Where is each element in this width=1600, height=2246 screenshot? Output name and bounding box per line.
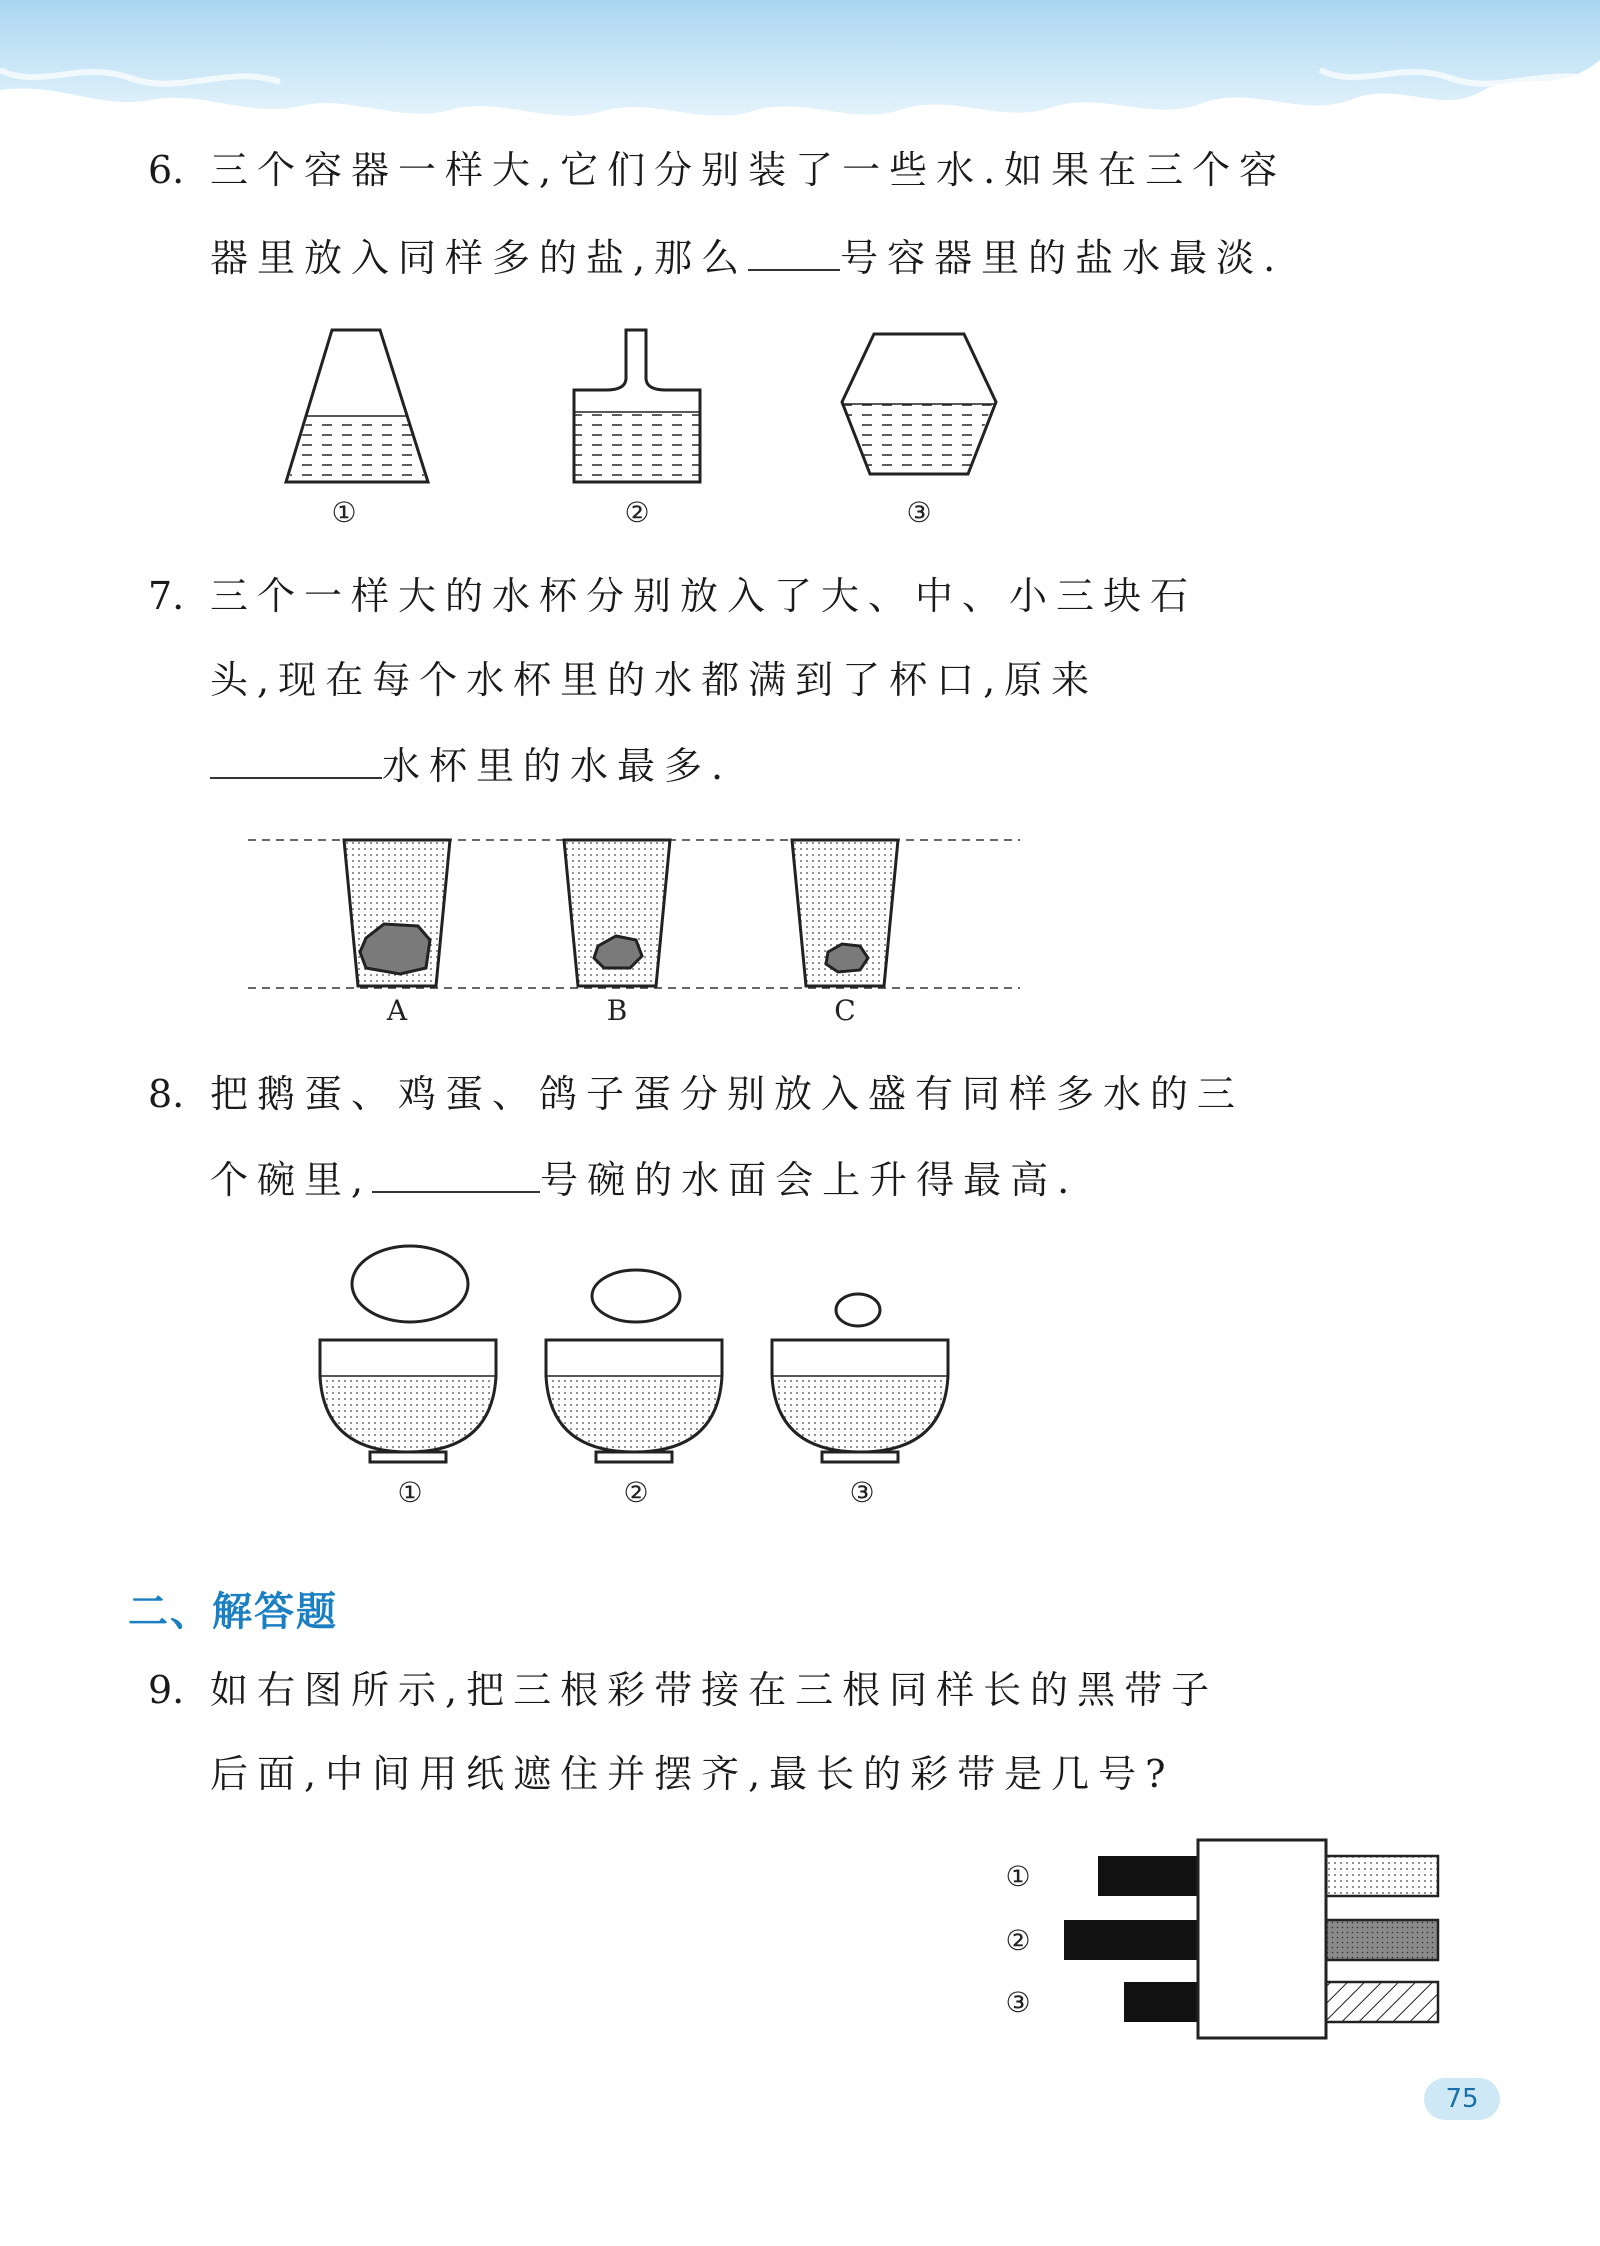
ribbon-label-1: ① — [1005, 1860, 1031, 1893]
q6-text-before-blank: 器里放入同样多的盐,那么 — [210, 236, 749, 280]
section-title: 二、解答题 — [128, 1589, 338, 1635]
page-number: 75 — [1424, 2078, 1500, 2120]
q7-text-line1: 三个一样大的水杯分别放入了大、中、小三块石 — [210, 574, 1198, 618]
bowl-label-2: ② — [623, 1476, 649, 1509]
q8-text-before-blank: 个碗里, — [210, 1158, 373, 1202]
black-ribbon-3 — [1124, 1982, 1198, 2022]
header-decoration — [0, 0, 1600, 140]
cup-a — [344, 840, 450, 986]
cup-b — [564, 840, 670, 986]
q7-text-after-blank: 水杯里的水最多. — [382, 744, 733, 788]
container-2 — [574, 330, 700, 482]
ribbon-label-2: ② — [1005, 1924, 1031, 1957]
q7-number: 7. — [148, 574, 185, 618]
container-1 — [284, 330, 428, 482]
color-ribbon-3 — [1326, 1982, 1438, 2022]
q7-line1 — [148, 572, 1197, 620]
q7-line3 — [210, 742, 732, 790]
q6-label-1: ① — [331, 496, 357, 529]
q9-line2 — [210, 1750, 1175, 1798]
q8-text-line1: 把鹅蛋、鸡蛋、鸽子蛋分别放入盛有同样多水的三 — [210, 1072, 1245, 1116]
q7-cups-figure — [240, 820, 1040, 1030]
q7-line2 — [210, 656, 1098, 704]
q9-ribbons-figure — [990, 1830, 1470, 2060]
bowl-3 — [772, 1294, 948, 1462]
cup-label-a: A — [386, 994, 408, 1027]
q6-number: 6. — [148, 148, 185, 192]
q6-label-3: ③ — [906, 496, 932, 529]
bowl-label-1: ① — [397, 1476, 423, 1509]
bowl-1 — [320, 1246, 496, 1462]
q8-answer-blank[interactable] — [372, 1161, 540, 1193]
q6-answer-blank[interactable] — [748, 239, 840, 271]
ribbon-label-3: ③ — [1005, 1986, 1031, 2019]
q6-text-after-blank: 号容器里的盐水最淡. — [840, 236, 1285, 280]
q8-line1 — [148, 1070, 1244, 1118]
black-ribbon-1 — [1098, 1856, 1198, 1896]
q6-line2 — [210, 234, 1284, 282]
goose-egg — [352, 1246, 468, 1322]
black-ribbon-2 — [1064, 1920, 1198, 1960]
q7-answer-blank[interactable] — [210, 747, 382, 779]
bowl-2 — [546, 1270, 722, 1462]
cup-label-c: C — [834, 994, 856, 1027]
q9-number: 9. — [148, 1668, 185, 1712]
chicken-egg — [592, 1270, 680, 1322]
bowl-label-3: ③ — [849, 1476, 875, 1509]
pigeon-egg — [836, 1294, 880, 1326]
color-ribbon-1 — [1326, 1856, 1438, 1896]
q9-text-line1: 如右图所示,把三根彩带接在三根同样长的黑带子 — [210, 1668, 1219, 1712]
q6-line1 — [148, 146, 1286, 194]
q8-number: 8. — [148, 1072, 185, 1116]
color-ribbon-2 — [1326, 1920, 1438, 1960]
q8-line2 — [210, 1156, 1078, 1204]
q6-label-2: ② — [624, 496, 650, 529]
q7-text-line2: 头,现在每个水杯里的水都满到了杯口,原来 — [210, 658, 1099, 702]
small-stone — [826, 944, 868, 972]
q9-text-line2: 后面,中间用纸遮住并摆齐,最长的彩带是几号? — [210, 1752, 1175, 1796]
q6-text-line1: 三个容器一样大,它们分别装了一些水.如果在三个容 — [210, 148, 1287, 192]
q6-containers-figure — [260, 320, 1000, 540]
cup-label-b: B — [606, 994, 628, 1027]
cup-c — [792, 840, 898, 986]
container-3 — [842, 334, 996, 474]
q8-bowls-figure — [300, 1240, 980, 1510]
q8-text-after-blank: 号碗的水面会上升得最高. — [540, 1158, 1079, 1202]
q9-line1 — [148, 1666, 1218, 1714]
paper-cover — [1198, 1840, 1326, 2038]
